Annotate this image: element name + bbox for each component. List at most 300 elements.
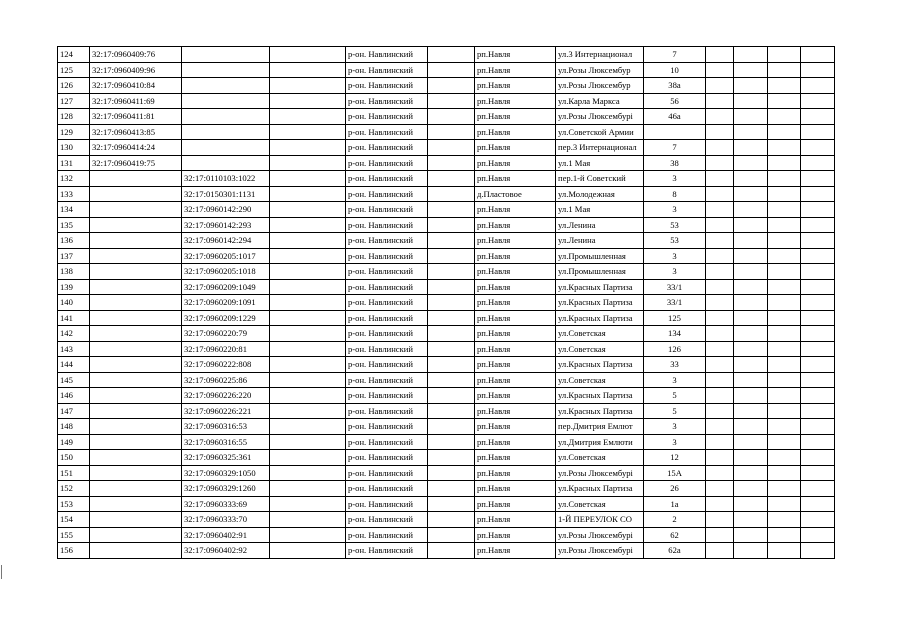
cell-house-number: 5 bbox=[644, 403, 706, 419]
cell-row-number: 145 bbox=[58, 372, 90, 388]
cell-extra-col-3 bbox=[768, 481, 801, 497]
cell-blank-col-2 bbox=[428, 78, 475, 94]
cell-settlement: рп.Навля bbox=[475, 419, 556, 435]
cell-street: ул.Красных Партиза bbox=[556, 403, 644, 419]
cell-blank-col bbox=[270, 47, 346, 63]
cell-blank-col-2 bbox=[428, 155, 475, 171]
cell-blank-col bbox=[270, 233, 346, 249]
cell-district: р-он. Навлинский bbox=[346, 279, 428, 295]
cell-street: ул.Розы Люксембур bbox=[556, 78, 644, 94]
cell-extra-col-3 bbox=[768, 310, 801, 326]
cell-cadastral-number-a: 32:17:0960414:24 bbox=[90, 140, 182, 156]
cell-cadastral-number-a bbox=[90, 217, 182, 233]
cell-street: ул.Промышленная bbox=[556, 264, 644, 280]
cell-extra-col-4 bbox=[801, 264, 835, 280]
cell-extra-col-2 bbox=[734, 233, 768, 249]
cell-extra-col-3 bbox=[768, 496, 801, 512]
cell-cadastral-number-b: 32:17:0960209:1229 bbox=[182, 310, 270, 326]
cell-extra-col-4 bbox=[801, 62, 835, 78]
cell-street: ул.Красных Партиза bbox=[556, 357, 644, 373]
cell-extra-col-1 bbox=[706, 326, 734, 342]
cell-extra-col-4 bbox=[801, 465, 835, 481]
cell-extra-col-3 bbox=[768, 171, 801, 187]
cell-blank-col bbox=[270, 450, 346, 466]
cell-street: ул.1 Мая bbox=[556, 202, 644, 218]
cell-house-number: 33 bbox=[644, 357, 706, 373]
cell-district: р-он. Навлинский bbox=[346, 186, 428, 202]
table-row bbox=[58, 171, 835, 187]
cell-extra-col-1 bbox=[706, 481, 734, 497]
table-row bbox=[58, 155, 835, 171]
cell-cadastral-number-a bbox=[90, 372, 182, 388]
cell-extra-col-4 bbox=[801, 512, 835, 528]
cell-district: р-он. Навлинский bbox=[346, 434, 428, 450]
cell-extra-col-1 bbox=[706, 233, 734, 249]
cell-cadastral-number-b bbox=[182, 62, 270, 78]
cell-cadastral-number-a: 32:17:0960413:85 bbox=[90, 124, 182, 140]
cell-blank-col-2 bbox=[428, 47, 475, 63]
cell-cadastral-number-b: 32:17:0960402:91 bbox=[182, 527, 270, 543]
table-body bbox=[58, 47, 835, 559]
cell-cadastral-number-a bbox=[90, 357, 182, 373]
cell-extra-col-1 bbox=[706, 264, 734, 280]
cell-extra-col-2 bbox=[734, 419, 768, 435]
cell-cadastral-number-a bbox=[90, 419, 182, 435]
cell-street: ул.Красных Партиза bbox=[556, 481, 644, 497]
cell-house-number: 53 bbox=[644, 217, 706, 233]
cell-cadastral-number-b bbox=[182, 78, 270, 94]
cell-row-number: 140 bbox=[58, 295, 90, 311]
cell-cadastral-number-b: 32:17:0960205:1018 bbox=[182, 264, 270, 280]
table-row bbox=[58, 403, 835, 419]
cell-extra-col-4 bbox=[801, 202, 835, 218]
cell-blank-col bbox=[270, 434, 346, 450]
cell-extra-col-1 bbox=[706, 140, 734, 156]
cell-extra-col-4 bbox=[801, 279, 835, 295]
cell-house-number: 3 bbox=[644, 419, 706, 435]
cell-district: р-он. Навлинский bbox=[346, 543, 428, 559]
cell-settlement: рп.Навля bbox=[475, 93, 556, 109]
cell-extra-col-1 bbox=[706, 543, 734, 559]
cell-cadastral-number-b: 32:17:0960226:221 bbox=[182, 403, 270, 419]
cell-blank-col-2 bbox=[428, 171, 475, 187]
cell-row-number: 130 bbox=[58, 140, 90, 156]
cell-cadastral-number-a bbox=[90, 481, 182, 497]
cell-extra-col-3 bbox=[768, 186, 801, 202]
cell-blank-col-2 bbox=[428, 264, 475, 280]
cell-extra-col-4 bbox=[801, 326, 835, 342]
cell-extra-col-2 bbox=[734, 434, 768, 450]
cell-blank-col-2 bbox=[428, 186, 475, 202]
cell-cadastral-number-b: 32:17:0960333:69 bbox=[182, 496, 270, 512]
cell-extra-col-1 bbox=[706, 93, 734, 109]
cell-house-number: 62 bbox=[644, 527, 706, 543]
cell-cadastral-number-b: 32:17:0960333:70 bbox=[182, 512, 270, 528]
cell-street: ул.Розы Люксембурі bbox=[556, 109, 644, 125]
cell-blank-col bbox=[270, 527, 346, 543]
cell-blank-col-2 bbox=[428, 310, 475, 326]
cell-extra-col-2 bbox=[734, 155, 768, 171]
cell-extra-col-2 bbox=[734, 310, 768, 326]
cell-blank-col-2 bbox=[428, 527, 475, 543]
cell-district: р-он. Навлинский bbox=[346, 326, 428, 342]
cell-extra-col-4 bbox=[801, 171, 835, 187]
cell-settlement: рп.Навля bbox=[475, 233, 556, 249]
cell-extra-col-1 bbox=[706, 47, 734, 63]
cell-blank-col bbox=[270, 140, 346, 156]
cell-extra-col-4 bbox=[801, 419, 835, 435]
cell-blank-col bbox=[270, 155, 346, 171]
cell-row-number: 142 bbox=[58, 326, 90, 342]
cell-extra-col-1 bbox=[706, 450, 734, 466]
table-row bbox=[58, 372, 835, 388]
table-row bbox=[58, 465, 835, 481]
cell-settlement: рп.Навля bbox=[475, 264, 556, 280]
cell-blank-col-2 bbox=[428, 372, 475, 388]
table-row bbox=[58, 419, 835, 435]
cell-district: р-он. Навлинский bbox=[346, 450, 428, 466]
table-row bbox=[58, 527, 835, 543]
cell-cadastral-number-b: 32:17:0960142:290 bbox=[182, 202, 270, 218]
table-row bbox=[58, 124, 835, 140]
cell-extra-col-1 bbox=[706, 357, 734, 373]
cell-cadastral-number-b: 32:17:0960222:808 bbox=[182, 357, 270, 373]
cell-extra-col-1 bbox=[706, 171, 734, 187]
cell-settlement: рп.Навля bbox=[475, 109, 556, 125]
cell-district: р-он. Навлинский bbox=[346, 295, 428, 311]
cell-blank-col-2 bbox=[428, 202, 475, 218]
cell-cadastral-number-b: 32:17:0960402:92 bbox=[182, 543, 270, 559]
cell-cadastral-number-b: 32:17:0960209:1091 bbox=[182, 295, 270, 311]
cell-extra-col-3 bbox=[768, 543, 801, 559]
cell-house-number: 46а bbox=[644, 109, 706, 125]
cell-blank-col bbox=[270, 388, 346, 404]
cell-extra-col-3 bbox=[768, 47, 801, 63]
cell-extra-col-4 bbox=[801, 341, 835, 357]
cell-district: р-он. Навлинский bbox=[346, 341, 428, 357]
cell-extra-col-4 bbox=[801, 140, 835, 156]
cell-settlement: д.Пластовое bbox=[475, 186, 556, 202]
cell-settlement: рп.Навля bbox=[475, 326, 556, 342]
cell-extra-col-2 bbox=[734, 217, 768, 233]
cell-extra-col-2 bbox=[734, 295, 768, 311]
cell-cadastral-number-a: 32:17:0960411:69 bbox=[90, 93, 182, 109]
data-table bbox=[57, 46, 835, 559]
cell-blank-col-2 bbox=[428, 496, 475, 512]
table-row bbox=[58, 140, 835, 156]
cell-extra-col-4 bbox=[801, 248, 835, 264]
cell-row-number: 131 bbox=[58, 155, 90, 171]
cell-district: р-он. Навлинский bbox=[346, 109, 428, 125]
table-row bbox=[58, 78, 835, 94]
cell-house-number: 26 bbox=[644, 481, 706, 497]
cell-blank-col-2 bbox=[428, 403, 475, 419]
cell-blank-col bbox=[270, 62, 346, 78]
cell-cadastral-number-a: 32:17:0960409:76 bbox=[90, 47, 182, 63]
cell-blank-col-2 bbox=[428, 341, 475, 357]
cell-extra-col-1 bbox=[706, 124, 734, 140]
cell-house-number: 56 bbox=[644, 93, 706, 109]
cell-extra-col-3 bbox=[768, 202, 801, 218]
cell-extra-col-3 bbox=[768, 372, 801, 388]
cell-extra-col-3 bbox=[768, 248, 801, 264]
cell-row-number: 133 bbox=[58, 186, 90, 202]
cell-cadastral-number-a bbox=[90, 202, 182, 218]
cell-cadastral-number-a bbox=[90, 310, 182, 326]
cell-row-number: 138 bbox=[58, 264, 90, 280]
cell-cadastral-number-a bbox=[90, 543, 182, 559]
cell-cadastral-number-a bbox=[90, 279, 182, 295]
cell-district: р-он. Навлинский bbox=[346, 372, 428, 388]
cell-street: ул.Ленина bbox=[556, 233, 644, 249]
table-row bbox=[58, 202, 835, 218]
cell-street: ул.Розы Люксембур bbox=[556, 62, 644, 78]
cell-extra-col-4 bbox=[801, 78, 835, 94]
cell-blank-col bbox=[270, 248, 346, 264]
cell-district: р-он. Навлинский bbox=[346, 171, 428, 187]
table-row bbox=[58, 295, 835, 311]
cell-cadastral-number-b bbox=[182, 124, 270, 140]
cell-house-number: 3 bbox=[644, 202, 706, 218]
cell-settlement: рп.Навля bbox=[475, 47, 556, 63]
cell-district: р-он. Навлинский bbox=[346, 140, 428, 156]
cell-street: ул.Красных Партиза bbox=[556, 279, 644, 295]
cell-extra-col-1 bbox=[706, 62, 734, 78]
cell-extra-col-3 bbox=[768, 78, 801, 94]
cell-row-number: 143 bbox=[58, 341, 90, 357]
cell-settlement: рп.Навля bbox=[475, 388, 556, 404]
cell-settlement: рп.Навля bbox=[475, 450, 556, 466]
table-row bbox=[58, 47, 835, 63]
cell-extra-col-2 bbox=[734, 93, 768, 109]
cell-row-number: 146 bbox=[58, 388, 90, 404]
cell-extra-col-1 bbox=[706, 186, 734, 202]
cell-extra-col-3 bbox=[768, 465, 801, 481]
cell-extra-col-1 bbox=[706, 109, 734, 125]
cell-cadastral-number-a bbox=[90, 295, 182, 311]
cell-row-number: 156 bbox=[58, 543, 90, 559]
cell-blank-col-2 bbox=[428, 419, 475, 435]
cell-street: ул.1 Мая bbox=[556, 155, 644, 171]
cell-extra-col-3 bbox=[768, 279, 801, 295]
cell-settlement: рп.Навля bbox=[475, 171, 556, 187]
cell-house-number bbox=[644, 124, 706, 140]
cell-blank-col-2 bbox=[428, 295, 475, 311]
table-row bbox=[58, 233, 835, 249]
cell-blank-col-2 bbox=[428, 109, 475, 125]
cell-row-number: 132 bbox=[58, 171, 90, 187]
cell-cadastral-number-a bbox=[90, 465, 182, 481]
cell-settlement: рп.Навля bbox=[475, 62, 556, 78]
cell-district: р-он. Навлинский bbox=[346, 62, 428, 78]
margin-mark bbox=[1, 565, 5, 579]
cell-extra-col-4 bbox=[801, 450, 835, 466]
cell-row-number: 141 bbox=[58, 310, 90, 326]
cell-row-number: 155 bbox=[58, 527, 90, 543]
cell-settlement: рп.Навля bbox=[475, 295, 556, 311]
cell-extra-col-1 bbox=[706, 527, 734, 543]
cell-settlement: рп.Навля bbox=[475, 512, 556, 528]
cell-extra-col-2 bbox=[734, 481, 768, 497]
cell-district: р-он. Навлинский bbox=[346, 248, 428, 264]
cell-row-number: 148 bbox=[58, 419, 90, 435]
cell-street: ул.Красных Партиза bbox=[556, 310, 644, 326]
cell-house-number: 3 bbox=[644, 248, 706, 264]
cell-extra-col-2 bbox=[734, 388, 768, 404]
cell-extra-col-1 bbox=[706, 310, 734, 326]
cell-cadastral-number-b bbox=[182, 93, 270, 109]
cell-house-number: 38 bbox=[644, 155, 706, 171]
table-row bbox=[58, 186, 835, 202]
table-row bbox=[58, 279, 835, 295]
cell-extra-col-3 bbox=[768, 217, 801, 233]
cell-cadastral-number-a bbox=[90, 248, 182, 264]
cell-extra-col-2 bbox=[734, 279, 768, 295]
cell-street: ул.Дмитрия Емлюти bbox=[556, 434, 644, 450]
cell-extra-col-1 bbox=[706, 202, 734, 218]
cell-settlement: рп.Навля bbox=[475, 527, 556, 543]
cell-cadastral-number-b: 32:17:0960142:294 bbox=[182, 233, 270, 249]
cell-extra-col-3 bbox=[768, 140, 801, 156]
table-row bbox=[58, 326, 835, 342]
cell-extra-col-2 bbox=[734, 109, 768, 125]
cell-cadastral-number-b bbox=[182, 109, 270, 125]
cell-house-number: 3 bbox=[644, 372, 706, 388]
cell-cadastral-number-b: 32:17:0960209:1049 bbox=[182, 279, 270, 295]
cell-extra-col-2 bbox=[734, 47, 768, 63]
cell-cadastral-number-a bbox=[90, 233, 182, 249]
cell-extra-col-2 bbox=[734, 357, 768, 373]
cell-row-number: 124 bbox=[58, 47, 90, 63]
cell-settlement: рп.Навля bbox=[475, 357, 556, 373]
cell-district: р-он. Навлинский bbox=[346, 527, 428, 543]
cell-street: ул.Советская bbox=[556, 372, 644, 388]
cell-extra-col-4 bbox=[801, 233, 835, 249]
cell-district: р-он. Навлинский bbox=[346, 419, 428, 435]
cell-cadastral-number-a bbox=[90, 326, 182, 342]
cell-blank-col-2 bbox=[428, 326, 475, 342]
cell-district: р-он. Навлинский bbox=[346, 47, 428, 63]
cell-district: р-он. Навлинский bbox=[346, 202, 428, 218]
cell-extra-col-2 bbox=[734, 341, 768, 357]
cell-extra-col-4 bbox=[801, 434, 835, 450]
cell-district: р-он. Навлинский bbox=[346, 264, 428, 280]
cell-house-number: 2 bbox=[644, 512, 706, 528]
cell-extra-col-2 bbox=[734, 124, 768, 140]
table-row bbox=[58, 388, 835, 404]
cell-street: ул.Ленина bbox=[556, 217, 644, 233]
cell-settlement: рп.Навля bbox=[475, 310, 556, 326]
cell-street: пер.1-й Советский bbox=[556, 171, 644, 187]
cell-extra-col-2 bbox=[734, 140, 768, 156]
cell-extra-col-3 bbox=[768, 326, 801, 342]
cell-extra-col-1 bbox=[706, 496, 734, 512]
cell-extra-col-4 bbox=[801, 310, 835, 326]
cell-row-number: 153 bbox=[58, 496, 90, 512]
cell-street: ул.Советская bbox=[556, 450, 644, 466]
cell-district: р-он. Навлинский bbox=[346, 155, 428, 171]
cell-house-number: 3 bbox=[644, 264, 706, 280]
table-row bbox=[58, 543, 835, 559]
cell-extra-col-3 bbox=[768, 93, 801, 109]
cell-cadastral-number-b: 32:17:0960316:53 bbox=[182, 419, 270, 435]
cell-blank-col bbox=[270, 372, 346, 388]
cell-cadastral-number-b: 32:17:0960325:361 bbox=[182, 450, 270, 466]
cell-cadastral-number-a bbox=[90, 496, 182, 512]
cell-house-number: 7 bbox=[644, 140, 706, 156]
cell-blank-col-2 bbox=[428, 481, 475, 497]
cell-cadastral-number-a bbox=[90, 264, 182, 280]
cell-blank-col-2 bbox=[428, 124, 475, 140]
cell-extra-col-2 bbox=[734, 248, 768, 264]
cell-house-number: 7 bbox=[644, 47, 706, 63]
cell-extra-col-2 bbox=[734, 264, 768, 280]
table-row bbox=[58, 217, 835, 233]
cell-extra-col-2 bbox=[734, 372, 768, 388]
cell-extra-col-3 bbox=[768, 124, 801, 140]
cell-street: ул.Промышленная bbox=[556, 248, 644, 264]
cell-blank-col-2 bbox=[428, 217, 475, 233]
cell-street: пер.Дмитрия Емлют bbox=[556, 419, 644, 435]
cell-extra-col-3 bbox=[768, 233, 801, 249]
cell-extra-col-2 bbox=[734, 450, 768, 466]
cell-settlement: рп.Навля bbox=[475, 248, 556, 264]
cell-extra-col-2 bbox=[734, 512, 768, 528]
cell-house-number: 126 bbox=[644, 341, 706, 357]
cell-extra-col-3 bbox=[768, 341, 801, 357]
cell-street: ул.Советской Армии bbox=[556, 124, 644, 140]
table-row bbox=[58, 434, 835, 450]
cell-house-number: 33/1 bbox=[644, 279, 706, 295]
cell-cadastral-number-a: 32:17:0960419:75 bbox=[90, 155, 182, 171]
cell-blank-col bbox=[270, 295, 346, 311]
cell-row-number: 139 bbox=[58, 279, 90, 295]
cell-blank-col-2 bbox=[428, 279, 475, 295]
cell-house-number: 134 bbox=[644, 326, 706, 342]
table-row bbox=[58, 357, 835, 373]
cell-extra-col-2 bbox=[734, 326, 768, 342]
cell-extra-col-1 bbox=[706, 465, 734, 481]
cell-extra-col-4 bbox=[801, 124, 835, 140]
cell-extra-col-4 bbox=[801, 403, 835, 419]
cell-blank-col bbox=[270, 403, 346, 419]
cell-cadastral-number-a bbox=[90, 341, 182, 357]
cell-extra-col-1 bbox=[706, 279, 734, 295]
cell-extra-col-3 bbox=[768, 388, 801, 404]
cell-extra-col-3 bbox=[768, 295, 801, 311]
cell-cadastral-number-b: 32:17:0960220:81 bbox=[182, 341, 270, 357]
cell-extra-col-3 bbox=[768, 403, 801, 419]
cell-extra-col-4 bbox=[801, 527, 835, 543]
cell-blank-col bbox=[270, 264, 346, 280]
cell-cadastral-number-b: 32:17:0150301:1131 bbox=[182, 186, 270, 202]
cell-extra-col-4 bbox=[801, 295, 835, 311]
cell-blank-col bbox=[270, 357, 346, 373]
cell-house-number: 33/1 bbox=[644, 295, 706, 311]
cell-row-number: 128 bbox=[58, 109, 90, 125]
cell-blank-col bbox=[270, 217, 346, 233]
cell-settlement: рп.Навля bbox=[475, 403, 556, 419]
cell-blank-col-2 bbox=[428, 62, 475, 78]
cell-settlement: рп.Навля bbox=[475, 496, 556, 512]
cell-cadastral-number-b bbox=[182, 47, 270, 63]
cell-row-number: 137 bbox=[58, 248, 90, 264]
cell-house-number: 1а bbox=[644, 496, 706, 512]
cell-blank-col bbox=[270, 465, 346, 481]
cell-district: р-он. Навлинский bbox=[346, 465, 428, 481]
cell-row-number: 129 bbox=[58, 124, 90, 140]
cell-house-number: 8 bbox=[644, 186, 706, 202]
